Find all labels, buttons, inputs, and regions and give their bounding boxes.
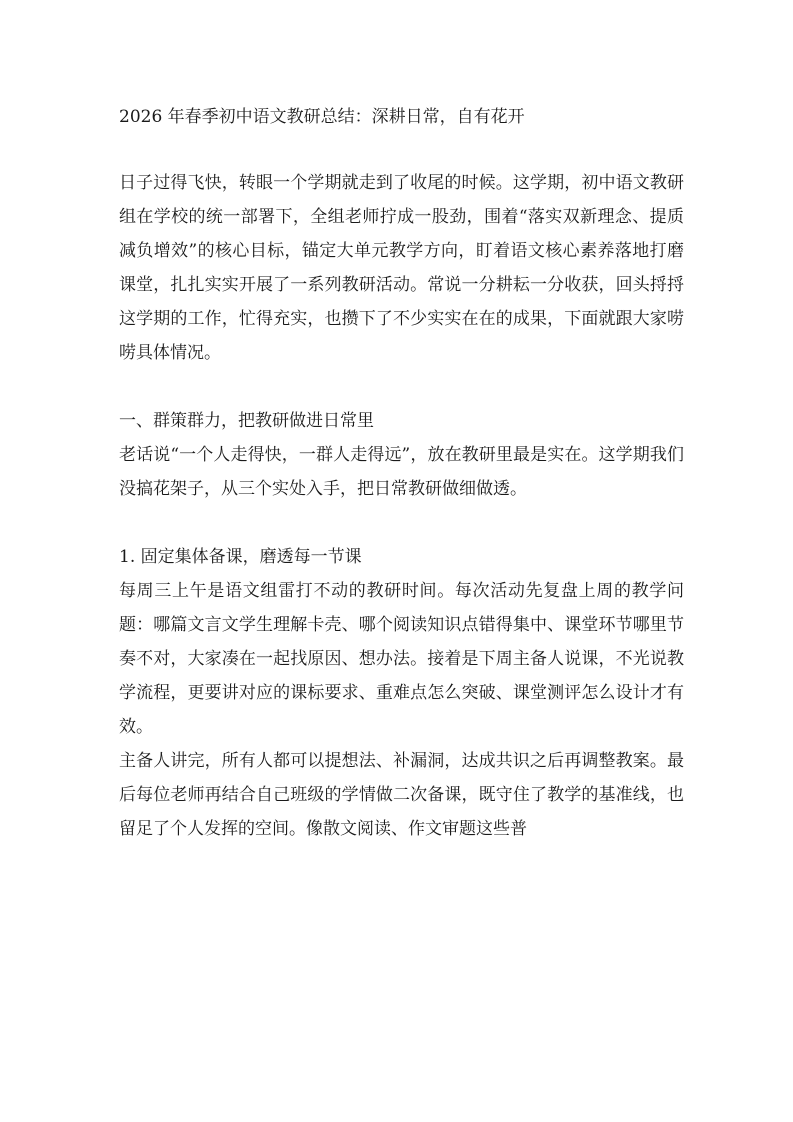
spacer [119, 370, 684, 404]
document-content [119, 100, 684, 846]
subsection-1-paragraph-1: 每周三上午是语文组雷打不动的教研时间。每次活动先复盘上周的教学问题：哪篇文言文学生理解卡壳、哪个阅读知识点错得集中、课堂环节哪里节奏不对，大家凑在一起找原因、想办法。接着是下周主备人说课，不光说教学流程，更要讲对应的课标要求、重难点怎么突破、课堂测评怎么设计才有效。 [119, 581, 684, 737]
subsection-1-paragraph-2: 主备人讲完，所有人都可以提想法、补漏洞，达成共识之后再调整教案。最后每位老师再结合自己班级的学情做二次备课，既守住了教学的基准线，也留足了个人发挥的空间。像散文阅读、作文审题这些普 [119, 751, 684, 839]
spacer [119, 506, 684, 540]
section-1-heading: 一、群策群力，把教研做进日常里 [119, 411, 374, 431]
subsection-1-heading: 1. 固定集体备课，磨透每一节课 [119, 547, 362, 567]
document-title: 2026 年春季初中语文教研总结：深耕日常，自有花开 [119, 107, 525, 127]
section-1-body: 老话说“一个人走得快，一群人走得远”，放在教研里最是实在。这学期我们没搞花架子，从三个实处入手，把日常教研做细做透。 [119, 445, 684, 499]
intro-paragraph: 日子过得飞快，转眼一个学期就走到了收尾的时候。这学期，初中语文教研组在学校的统一部署下，全组老师拧成一股劲，围着“落实双新理念、提质减负增效”的核心目标，锚定大单元教学方向，盯着语文核心素养落地打磨课堂，扎扎实实开展了一系列教研活动。常说一分耕耘一分收获，回头捋捋这学期的工作，忙得充实，也攒下了不少实实在在的成果，下面就跟大家唠唠具体情况。 [119, 173, 684, 363]
